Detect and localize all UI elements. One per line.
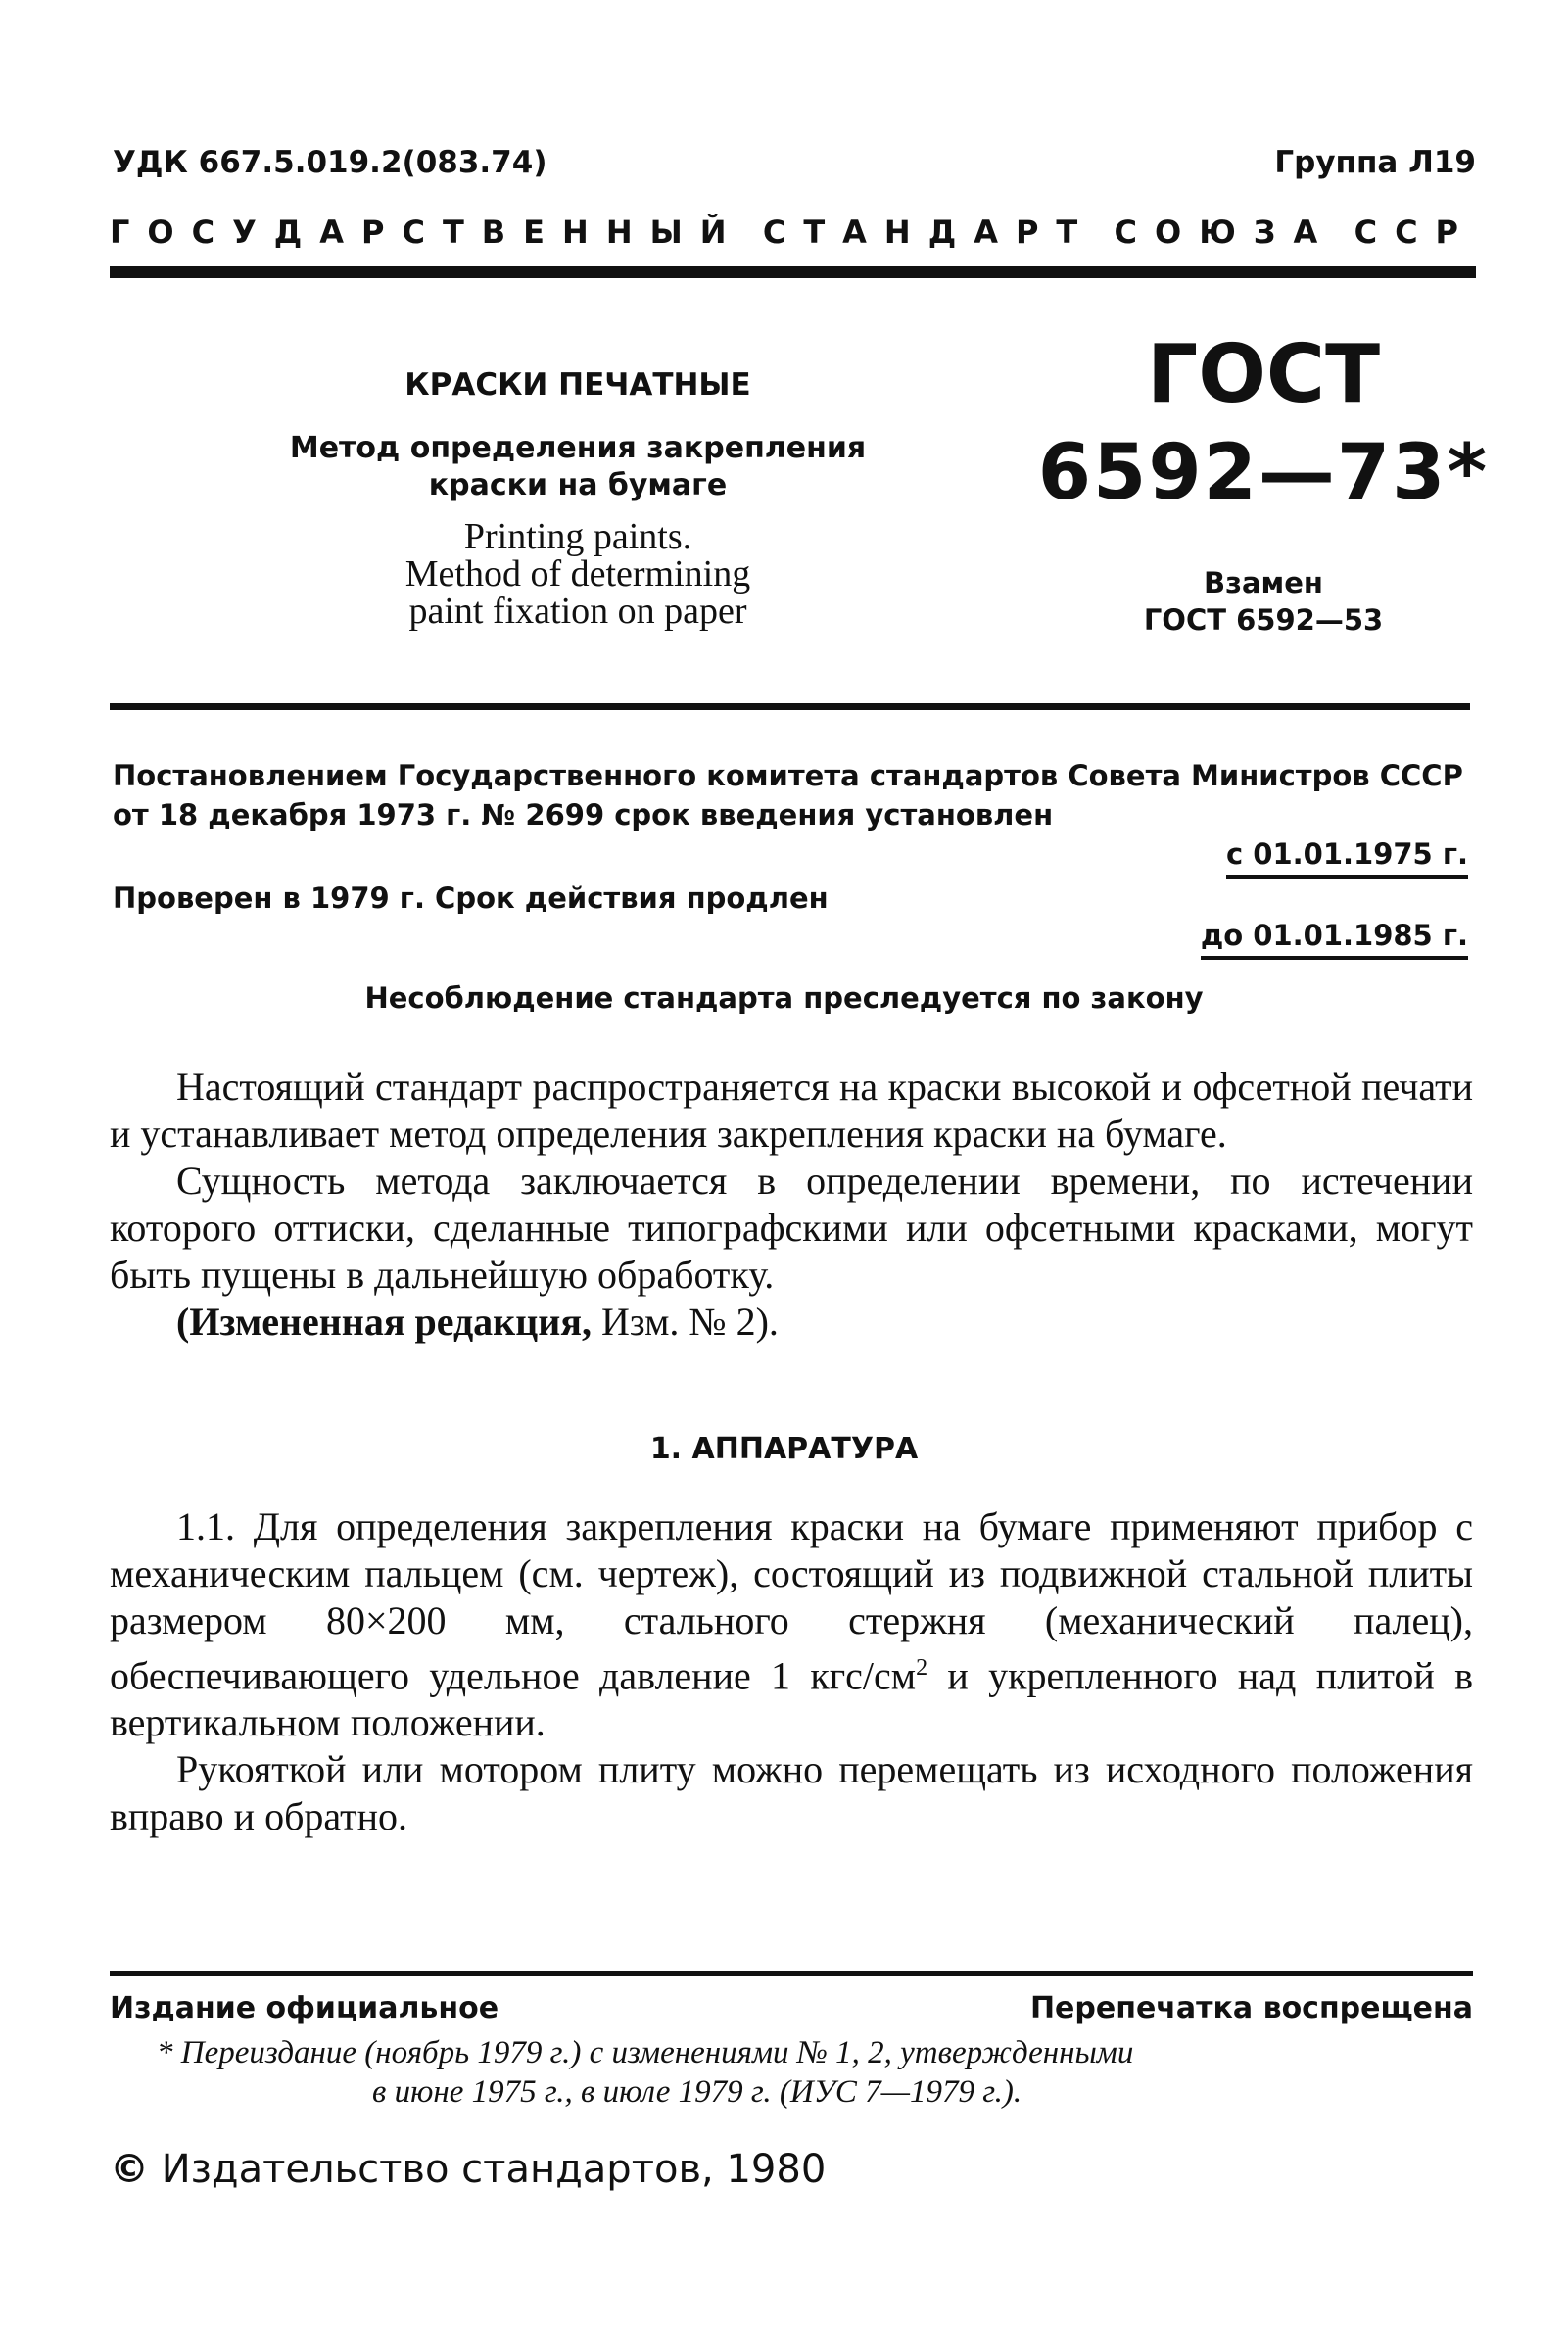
replaces-label: Взамен	[1204, 566, 1323, 599]
udk-code: УДК 667.5.019.2(083.74)	[113, 145, 547, 180]
expiry-date: до 01.01.1985 г.	[1201, 919, 1468, 960]
gost-label: ГОСТ	[1146, 328, 1381, 421]
paragraph: Сущность метода заключается в определении времени, по истечении которого оттиски, сделанные типографскими или офсетными красками, могут быть пущены в дальнейшую обработку.	[110, 1159, 1473, 1297]
english-title-line: Method of determining	[404, 553, 751, 594]
document-title: КРАСКИ ПЕЧАТНЫЕ	[404, 367, 751, 403]
standard-series-heading	[110, 214, 1476, 251]
top-divider	[110, 266, 1476, 278]
paragraph-part: и укрепленного над плитой в вертикальном положении.	[110, 1653, 1474, 1745]
effective-date: с 01.01.1975 г.	[1226, 837, 1468, 879]
title-block	[284, 367, 872, 630]
checked-note: Проверен в 1979 г. Срок действия продлен	[113, 881, 829, 915]
reissue-note: в июне 1975 г., в июле 1979 г. (ИУС 7—1979 г.).	[372, 2074, 1022, 2110]
footer-divider	[110, 1971, 1473, 1976]
superscript: 2	[916, 1655, 928, 1681]
subtitle-line: краски на бумаге	[428, 468, 728, 502]
paragraph-part: 1.1. Для определения закрепления краски на бумаге применяют прибор с механическим пальцем (см. чертеж), состоящий из подвижной стальной плиты размером 80×200 мм, стального стержня (механический палец), обеспечивающего удельное давление 1 кгс/см	[110, 1504, 1473, 1698]
paragraph: Рукояткой или мотором плиту можно перемещать из исходного положения вправо и обратно.	[110, 1747, 1473, 1839]
decree-line: Постановлением Государственного комитета стандартов Совета Министров СССР	[113, 759, 1463, 792]
paragraph: Настоящий стандарт распространяется на краски высокой и офсетной печати и устанавливает метод определения закрепления краски на бумаге.	[110, 1065, 1473, 1156]
replaces-number: ГОСТ 6592—53	[1143, 603, 1384, 637]
series-word: ССР	[1354, 214, 1476, 251]
document-subtitle	[284, 430, 872, 504]
publisher-name: Издательство стандартов, 1980	[149, 2147, 827, 2192]
section-text	[110, 1503, 1473, 1840]
decree-line: от 18 декабря 1973 г. № 2699 срок введения установлен	[113, 798, 1054, 832]
amendment-rest: Изм. № 2).	[591, 1300, 779, 1344]
amendment-bold: (Измененная редакция,	[176, 1300, 592, 1344]
series-word: СОЮЗА	[1114, 214, 1336, 251]
gost-block	[1028, 328, 1498, 639]
reprint-prohibited: Перепечатка воспрещена	[1029, 1991, 1473, 2025]
gost-number: 6592—73*	[1037, 429, 1490, 517]
amendment-note	[110, 1299, 1473, 1346]
section-heading: 1. АППАРАТУРА	[649, 1432, 919, 1466]
series-word: СТАНДАРТ	[762, 214, 1096, 251]
series-word: ГОСУДАРСТВЕННЫЙ	[110, 214, 744, 251]
official-edition: Издание официальное	[110, 1991, 499, 2025]
english-title	[284, 518, 872, 630]
copyright-icon: ©	[110, 2147, 149, 2192]
english-title-line: paint fixation on paper	[408, 591, 747, 632]
intro-text	[110, 1064, 1473, 1346]
replaces-note	[1028, 564, 1498, 639]
middle-divider	[110, 703, 1470, 710]
subtitle-line: Метод определения закрепления	[289, 431, 867, 465]
paragraph	[110, 1503, 1473, 1746]
reissue-note: * Переиздание (ноябрь 1979 г.) с изменениями № 1, 2, утвержденными	[157, 2035, 1134, 2070]
publisher-line	[110, 2147, 826, 2192]
english-title-line: Printing paints.	[463, 516, 692, 557]
legal-warning: Несоблюдение стандарта преследуется по закону	[364, 981, 1204, 1015]
group-code: Группа Л19	[1274, 145, 1476, 180]
